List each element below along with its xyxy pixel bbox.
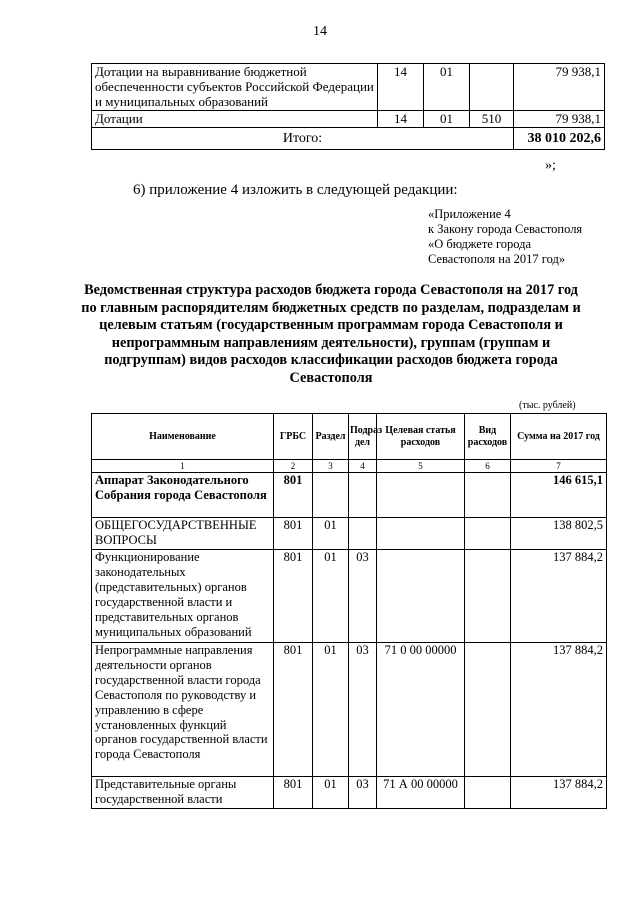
row-podrazdel: 03 (349, 777, 377, 809)
top-table (91, 63, 605, 150)
col-number: 3 (313, 460, 349, 473)
row-name: Дотации на выравнивание бюджетной обеспеченности субъектов Российской Федерации и муниципальных образований (92, 64, 378, 111)
table-row (92, 111, 605, 128)
row-vid (465, 518, 511, 550)
appendix-line: Севастополя на 2017 год» (428, 252, 566, 266)
row-name: Представительные органы государственной власти (92, 777, 274, 809)
budget-table (91, 413, 607, 809)
row-grbs: 801 (274, 550, 313, 643)
row-grbs: 801 (274, 518, 313, 550)
row-target (377, 473, 465, 518)
table-row (92, 550, 607, 643)
column-number-row (92, 460, 607, 473)
row-sum: 137 884,2 (511, 643, 607, 777)
closing-quote: »; (545, 158, 556, 173)
row-vid (465, 550, 511, 643)
table-header-row (92, 414, 607, 460)
units-label: (тыс. рублей) (519, 400, 576, 411)
col-number: 5 (377, 460, 465, 473)
col-number: 4 (349, 460, 377, 473)
appendix-line: «Приложение 4 (428, 207, 511, 221)
amendment-item: 6) приложение 4 изложить в следующей редакции: (133, 182, 458, 198)
header-podrazdel: Подраз дел (349, 414, 377, 460)
row-sum: 79 938,1 (514, 64, 605, 111)
header-target: Целевая статья расходов (377, 414, 465, 460)
total-label: Итого: (92, 128, 514, 150)
row-sum: 137 884,2 (511, 777, 607, 809)
table-row (92, 518, 607, 550)
row-podrazdel (349, 473, 377, 518)
row-grbs: 14 (378, 111, 424, 128)
table-row (92, 473, 607, 518)
total-value: 38 010 202,6 (514, 128, 605, 150)
row-razdel: 01 (313, 518, 349, 550)
row-section: 01 (424, 64, 470, 111)
row-section: 01 (424, 111, 470, 128)
row-vid (465, 473, 511, 518)
row-name: Дотации (92, 111, 378, 128)
col-number: 6 (465, 460, 511, 473)
row-sum: 146 615,1 (511, 473, 607, 518)
row-sum: 137 884,2 (511, 550, 607, 643)
row-sum: 138 802,5 (511, 518, 607, 550)
row-grbs: 801 (274, 643, 313, 777)
row-name: Непрограммные направления деятельности органов государственной власти города Севастополя по руководству и управлению в сфере установленных функций органов государственной власти города Севастополя (92, 643, 274, 777)
row-razdel: 01 (313, 643, 349, 777)
document-heading: Ведомственная структура расходов бюджета города Севастополя на 2017 год по главным распорядителям бюджетных средств по разделам, подразделам и целевым статьям (государственным программам города Севастополя и непрограммным направлениям деятельности), группам (группам и подгруппам) видов расходов классификации расходов бюджета города Севастополя (81, 282, 581, 386)
row-razdel: 01 (313, 550, 349, 643)
row-target: 71 0 00 00000 (377, 643, 465, 777)
row-target (377, 550, 465, 643)
header-sum: Сумма на 2017 год (511, 414, 607, 460)
row-target: 71 А 00 00000 (377, 777, 465, 809)
header-vid: Вид расходов (465, 414, 511, 460)
header-grbs: ГРБС (274, 414, 313, 460)
row-vid (465, 777, 511, 809)
row-razdel: 01 (313, 777, 349, 809)
row-grbs: 801 (274, 473, 313, 518)
row-name: ОБЩЕГОСУДАРСТВЕННЫЕ ВОПРОСЫ (92, 518, 274, 550)
row-podrazdel: 03 (349, 643, 377, 777)
appendix-line: «О бюджете города (428, 237, 532, 251)
row-vid: 510 (470, 111, 514, 128)
col-number: 7 (511, 460, 607, 473)
total-row (92, 128, 605, 150)
row-sum: 79 938,1 (514, 111, 605, 128)
header-name: Наименование (92, 414, 274, 460)
table-row (92, 777, 607, 809)
row-razdel (313, 473, 349, 518)
row-name: Аппарат Законодательного Собрания города Севастополя (92, 473, 274, 518)
row-target (377, 518, 465, 550)
row-name: Функционирование законодательных (представительных) органов государственной власти и представительных органов муниципальных образований (92, 550, 274, 643)
table-row (92, 643, 607, 777)
col-number: 1 (92, 460, 274, 473)
row-grbs: 801 (274, 777, 313, 809)
appendix-line: к Закону города Севастополя (428, 222, 583, 236)
col-number: 2 (274, 460, 313, 473)
row-podrazdel (349, 518, 377, 550)
row-vid (465, 643, 511, 777)
header-razdel: Раздел (313, 414, 349, 460)
appendix-note (428, 207, 582, 267)
table-row (92, 64, 605, 111)
page-number: 14 (313, 24, 327, 39)
row-podrazdel: 03 (349, 550, 377, 643)
row-grbs: 14 (378, 64, 424, 111)
row-vid (470, 64, 514, 111)
